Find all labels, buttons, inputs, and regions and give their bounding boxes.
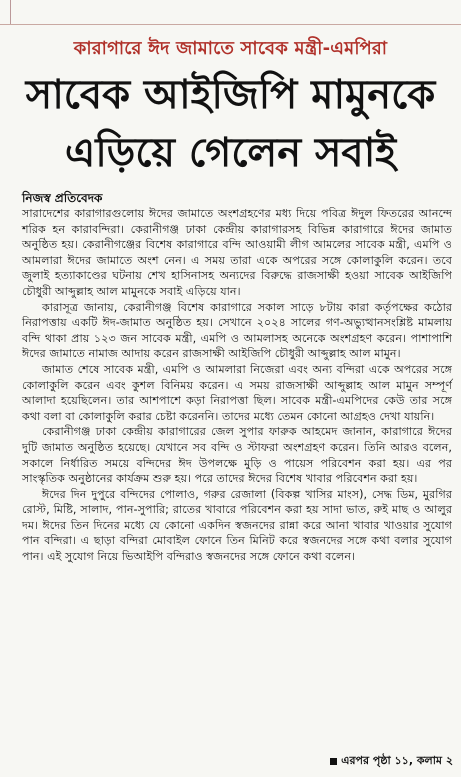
paragraph-2: কারাসূত্র জানায়, কেরানীগঞ্জ বিশেষ কারাগারে সকাল সাড়ে ৮টায় কারা কর্তৃপক্ষের কঠোর নিরাপত্তায় একটি ঈদ-জামাত অনুষ্ঠিত হয়। সেখানে ২০২৪ সালের গণ-অভ্যুত্থানসংশ্লিষ্ট মামলায় বন্দি থাকা প্রায় ১২৩ জন সাবেক মন্ত্রী, এমপি ও আমলাসহ অনেকে অংশগ্রহণ করেন। পাশাপাশি ঈদের জামাতে নামাজ আদায় করেন রাজসাক্ষী আইজিপি চৌধুরী আব্দুল্লাহ আল মামুন। (22, 300, 452, 361)
paragraph-3: জামাত শেষে সাবেক মন্ত্রী, এমপি ও আমলারা নিজেরা এবং অন্য বন্দিরা একে অপরের সঙ্গে কোলাকুলি করেন এবং কুশল বিনিময় করেন। এ সময় রাজসাক্ষী আব্দুল্লাহ আল মামুন সম্পূর্ণ আলাদা হয়েছিলেন। তার আশপাশে কড়া নিরাপত্তা ছিল। সাবেক মন্ত্রী-এমপিদের কেউ তার সঙ্গে কথা বলা বা কোলাকুলি করার চেষ্টা করেননি। তাদের মধ্যে তেমন কোনো আগ্রহও দেখা যায়নি। (22, 362, 452, 423)
paragraph-1: সারাদেশের কারাগারগুলোয় ঈদের জামাতে অংশগ্রহণের মধ্য দিয়ে পবিত্র ঈদুল ফিতরের আনন্দে শরিক হন কারাবন্দিরা। কেরানীগঞ্জ ঢাকা কেন্দ্রীয় কারাগারসহ বিভিন্ন কারাগারে ঈদের জামাত অনুষ্ঠিত হয়। কেরানীগঞ্জের বিশেষ কারাগারে বন্দি আওয়ামী লীগ আমলের সাবেক মন্ত্রী, এমপি ও আমলারা ঈদের জামাতে অংশ নেন। এ সময় তারা একে অপরের সঙ্গে কোলাকুলি করেন। তবে জুলাই হত্যাকাণ্ডের ঘটনায় শেখ হাসিনাসহ অন্যদের বিরুদ্ধে রাজসাক্ষী হওয়া সাবেক আইজিপি চৌধুরী আব্দুল্লাহ আল মামুনকে সবাই এড়িয়ে যান। (22, 207, 452, 298)
headline-line-1: সাবেক আইজিপি মামুনকে (25, 72, 436, 118)
square-bullet-icon (330, 758, 337, 765)
border-corner (10, 0, 11, 24)
continuation-note (330, 752, 453, 771)
continuation-text: এরপর পৃষ্ঠা ১১, কলাম ২ (341, 754, 453, 767)
headline-line-2: এড়িয়ে গেলেন সবাই (64, 130, 397, 176)
paragraph-4: কেরানীগঞ্জ ঢাকা কেন্দ্রীয় কারাগারের জেল সুপার ফারুক আহমেদ জানান, কারাগারে ঈদের দুটি জামাত অনুষ্ঠিত হয়েছে। যেখানে সব বন্দি ও স্টাফরা অংশগ্রহণ করেন। তিনি আরও বলেন, সকালে নির্ধারিত সময়ে বন্দিদের ঈদ উপলক্ষে মুড়ি ও পায়েস পরিবেশন করা হয়। এর পর সাংস্কৃতিক অনুষ্ঠানের কার্যক্রম শুরু হয়। পরে তাদের ঈদের বিশেষ খাবার পরিবেশন করা হয়। (22, 425, 452, 486)
byline: নিজস্ব প্রতিবেদক (22, 191, 103, 205)
paragraph-5: ঈদের দিন দুপুরে বন্দিদের পোলাও, গরুর রেজালা (বিকল্প খাসির মাংস), সেদ্ধ ডিম, মুরগির রোস্ট, মিষ্টি, সালাদ, পান-সুপারি; রাতের খাবারে পরিবেশন করা হয় সাদা ভাত, রুই মাছ ও আলুর দম। ঈদের তিন দিনের মধ্যে যে কোনো একদিন স্বজনদের রান্না করে আনা খাবার খাওয়ার সুযোগ পান বন্দিরা। এ ছাড়া বন্দিরা মোবাইল ফোনে তিন মিনিট করে স্বজনদের সঙ্গে কথা বলার সুযোগ পান। এই সুযোগ নিয়ে ভিআইপি বন্দিরাও স্বজনদের সঙ্গে ফোনে কথা বলেন। (22, 487, 452, 564)
article-body (22, 206, 452, 565)
headline (0, 66, 461, 182)
kicker: কারাগারে ঈদ জামাতে সাবেক মন্ত্রী-এমপিরা (73, 38, 388, 59)
top-border (0, 0, 461, 25)
